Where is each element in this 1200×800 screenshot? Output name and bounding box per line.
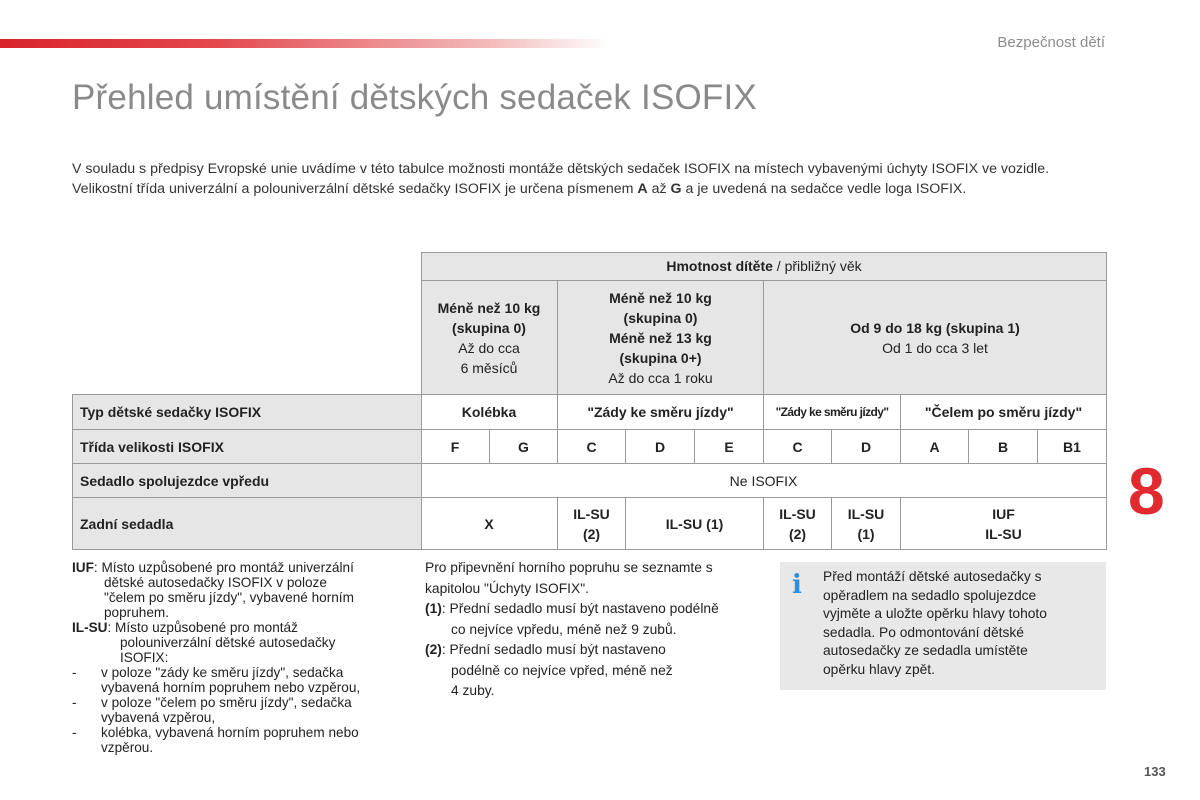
group-weight: Méně než 13 kg — [609, 329, 712, 346]
info-line: autosedačky ze sedadla umístěte — [823, 643, 1028, 658]
rear-seat-code: IL-SU — [573, 505, 610, 522]
legend-text: v poloze "čelem po směru jízdy", sedačka — [101, 695, 352, 710]
chapter-number: 8 — [1128, 454, 1165, 528]
group-name: (skupina 0+) — [619, 349, 702, 366]
rear-seat-fg: X — [484, 515, 494, 532]
size-class-cell: F — [450, 438, 460, 455]
footnote-text: podélně co nejvíce vpřed, méně než — [451, 662, 673, 678]
legend-text: vybavená vzpěrou, — [101, 710, 216, 725]
intro-text — [72, 160, 1112, 199]
info-icon: i — [792, 570, 802, 600]
footnote-text: : Přední sedadlo musí být nastaveno — [441, 642, 666, 657]
footnotes — [425, 558, 765, 702]
group-0-header — [421, 281, 557, 394]
rear-seat-ab-b1 — [901, 498, 1106, 549]
rear-seat-code: IUF — [992, 505, 1015, 522]
row-label-rear-seats: Zadní sedadla — [80, 515, 174, 532]
footnote-text: kapitolou "Úchyty ISOFIX". — [425, 580, 589, 596]
size-class-cell: C — [792, 438, 803, 455]
group-0plus-header — [558, 281, 763, 394]
rear-seat-de: IL-SU (1) — [665, 515, 724, 532]
rear-seat-code: IL-SU — [847, 505, 885, 522]
size-class-cell: C — [586, 438, 597, 455]
info-line: opěradlem na sedadlo spolujezdce — [823, 587, 1037, 603]
legend-key-iuf: IUF — [72, 560, 94, 575]
rear-seat-code: IL-SU — [985, 525, 1022, 542]
legend-text: v poloze "zády ke směru jízdy", sedačka — [101, 665, 344, 680]
size-letter-a: A — [637, 180, 648, 197]
size-letter-g: G — [670, 180, 682, 197]
group-age: Až do cca — [458, 339, 520, 356]
legend-notes — [72, 560, 412, 755]
page-title: Přehled umístění dětských sedaček ISOFIX — [72, 78, 757, 117]
rear-seat-c-group0plus — [558, 498, 625, 549]
info-line: opěrku hlavy zpět. — [823, 661, 935, 677]
group-weight: Méně než 10 kg — [437, 299, 541, 316]
legend-text: "čelem po směru jízdy", vybavené horním — [104, 590, 354, 605]
legend-key-ilsu: IL-SU — [72, 620, 108, 635]
weight-age-header — [421, 252, 1107, 280]
group-1-header — [764, 281, 1106, 394]
info-line: sedadla. Po odmontování dětské — [823, 624, 1024, 640]
legend-text: dětské autosedačky ISOFIX v poloze — [104, 575, 327, 590]
footnote-text: Pro připevnění horního popruhu se seznamte s — [425, 560, 713, 575]
intro-text-segment: až — [647, 180, 671, 197]
group-weight: Méně než 10 kg — [609, 289, 712, 306]
info-text — [823, 568, 1093, 679]
rear-seat-code: IL-SU — [779, 505, 816, 522]
rear-seat-note: (2) — [788, 525, 807, 542]
info-line: vyjměte a uložte opěrku hlavy tohoto — [823, 606, 1047, 621]
group-age: Až do cca 1 roku — [608, 369, 713, 386]
list-dash: - — [72, 695, 77, 710]
legend-text: ISOFIX: — [120, 650, 169, 665]
list-dash: - — [72, 665, 77, 680]
legend-text: kolébka, vybavená horním popruhem nebo — [101, 725, 359, 740]
rear-seat-note: (2) — [582, 525, 601, 542]
group-weight: Od 9 do 18 kg (skupina 1) — [850, 319, 1020, 336]
group-age: Od 1 do cca 3 let — [882, 339, 988, 356]
footnote-key-2: (2) — [425, 642, 442, 657]
legend-text: vybavená horním popruhem nebo vzpěrou, — [101, 680, 361, 695]
size-class-cell: D — [654, 438, 666, 455]
page-number: 133 — [1144, 764, 1166, 779]
footnote-key-1: (1) — [425, 601, 442, 616]
rear-seat-c-group1 — [764, 498, 831, 549]
age-header: / přibližný věk — [772, 258, 862, 274]
seat-type-forward-facing: "Čelem po směru jízdy" — [924, 404, 1083, 420]
row-label-size-class: Třída velikosti ISOFIX — [80, 438, 224, 455]
seat-type-rear-facing: "Zády ke směru jízdy" — [587, 404, 734, 420]
size-class-cell: G — [518, 438, 529, 455]
header-accent-bar — [0, 39, 610, 48]
legend-text: popruhem. — [104, 605, 169, 620]
row-label-seat-type: Typ dětské sedačky ISOFIX — [80, 404, 262, 420]
footnote-text: : Přední sedadlo musí být nastaveno podélně — [441, 601, 719, 616]
size-class-cell: B — [997, 438, 1009, 455]
group-name: (skupina 0) — [452, 319, 526, 336]
footnote-text: co nejvíce vpředu, méně než 9 zubů. — [451, 621, 677, 637]
footnote-text: 4 zuby. — [451, 683, 495, 698]
legend-text: : Místo uzpůsobené pro montáž — [107, 620, 298, 635]
intro-line-1: V souladu s předpisy Evropské unie uvádíme v této tabulce možnosti montáže dětských sedaček ISOFIX na místech vybavenými úchyty ISOFIX ve vozidle. — [72, 161, 1050, 177]
legend-text: : Místo uzpůsobené pro montáž univerzální — [93, 560, 354, 575]
seat-type-rear-facing: "Zády ke směru jízdy" — [775, 405, 889, 419]
group-name: (skupina 0) — [623, 309, 698, 326]
info-line: Před montáží dětské autosedačky s — [823, 569, 1042, 584]
size-class-cell: A — [929, 438, 940, 455]
list-dash: - — [72, 725, 77, 740]
seat-type-carrycot: Kolébka — [461, 404, 517, 420]
size-class-cell: B1 — [1063, 438, 1081, 455]
front-seat-value: Ne ISOFIX — [729, 472, 798, 489]
legend-text: vzpěrou. — [101, 740, 154, 755]
weight-header-bold: Hmotnost dítěte — [666, 258, 773, 274]
section-title: Bezpečnost dětí — [997, 34, 1105, 51]
legend-text: polouniverzální dětské autosedačky — [120, 635, 336, 650]
size-class-cell: D — [860, 438, 872, 455]
intro-line-2 — [72, 180, 1112, 200]
group-age: 6 měsíců — [460, 359, 518, 376]
rear-seat-d-group1 — [832, 498, 900, 549]
size-class-cell: E — [724, 438, 734, 455]
intro-text-segment: Velikostní třída univerzální a polouniverzální dětské sedačky ISOFIX je určena písmenem — [72, 180, 638, 197]
info-box — [780, 562, 1106, 690]
intro-text-segment: a je uvedená na sedačce vedle loga ISOFIX. — [681, 180, 967, 197]
row-label-front-passenger-seat: Sedadlo spolujezdce vpředu — [80, 472, 270, 489]
rear-seat-note: (1) — [857, 525, 875, 542]
